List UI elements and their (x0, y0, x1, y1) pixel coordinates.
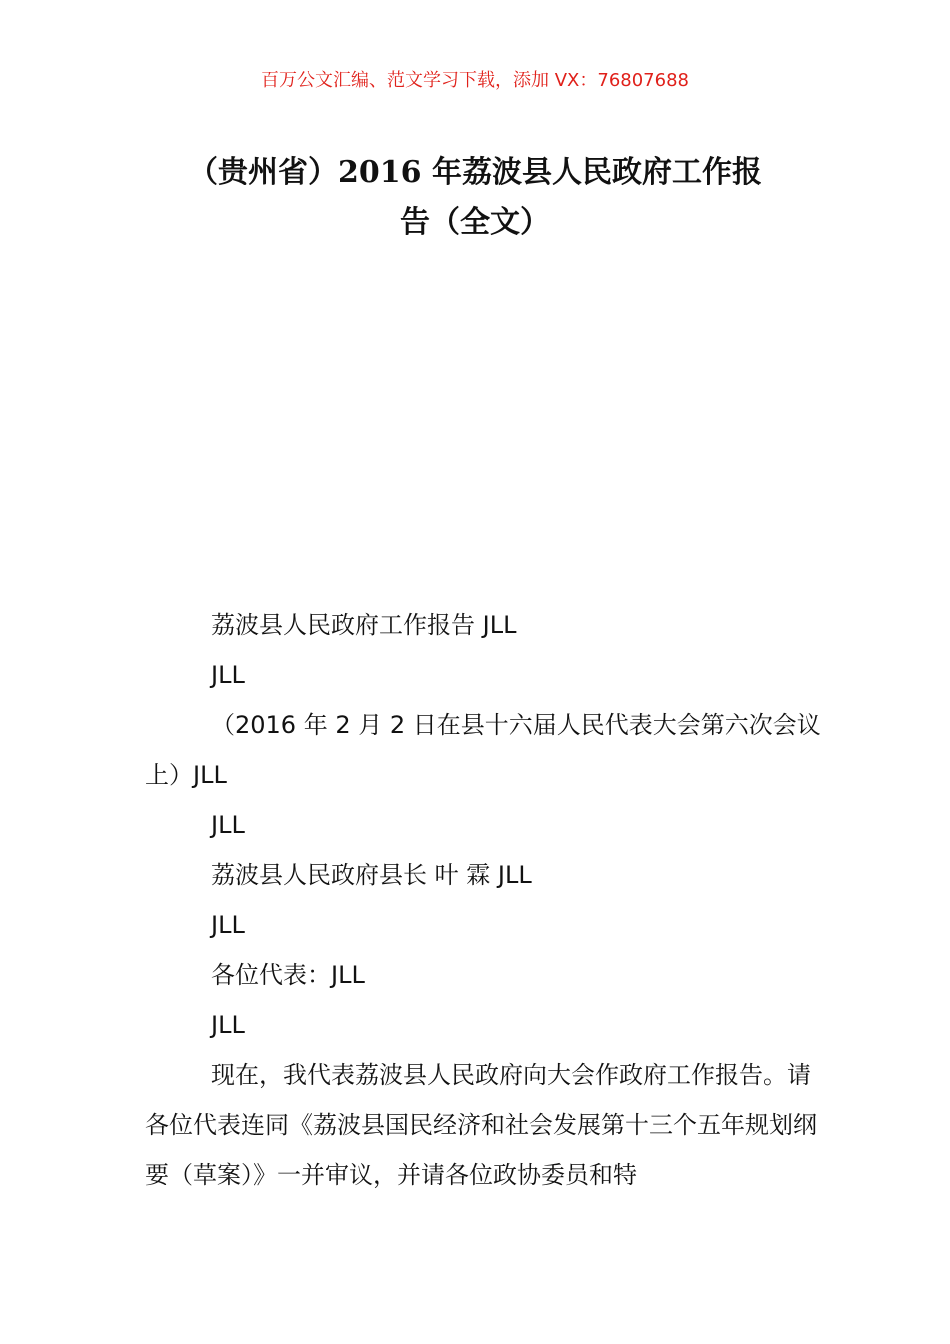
paragraph: JLL (211, 911, 245, 939)
document-title (140, 148, 810, 248)
paragraph: JLL (211, 661, 245, 689)
paragraph: 荔波县人民政府工作报告 JLL (211, 611, 517, 639)
paragraph: （2016 年 2 月 2 日在县十六届人民代表大会第六次会议上）JLL (145, 711, 821, 789)
document-body (145, 600, 825, 1200)
header-watermark-note: 百万公文汇编、范文学习下载，添加 VX：76807688 (261, 70, 689, 91)
paragraph: 现在，我代表荔波县人民政府向大会作政府工作报告。请各位代表连同《荔波县国民经济和社会发展第十三个五年规划纲要（草案）》一并审议，并请各位政协委员和特 (145, 1061, 817, 1189)
title-line-2: 告（全文） (400, 205, 550, 240)
paragraph: JLL (211, 1011, 245, 1039)
title-line-1: （贵州省）2016 年荔波县人民政府工作报 (188, 155, 762, 190)
paragraph: 各位代表：JLL (211, 961, 365, 989)
paragraph: JLL (211, 811, 245, 839)
paragraph: 荔波县人民政府县长 叶 霖 JLL (211, 861, 532, 889)
